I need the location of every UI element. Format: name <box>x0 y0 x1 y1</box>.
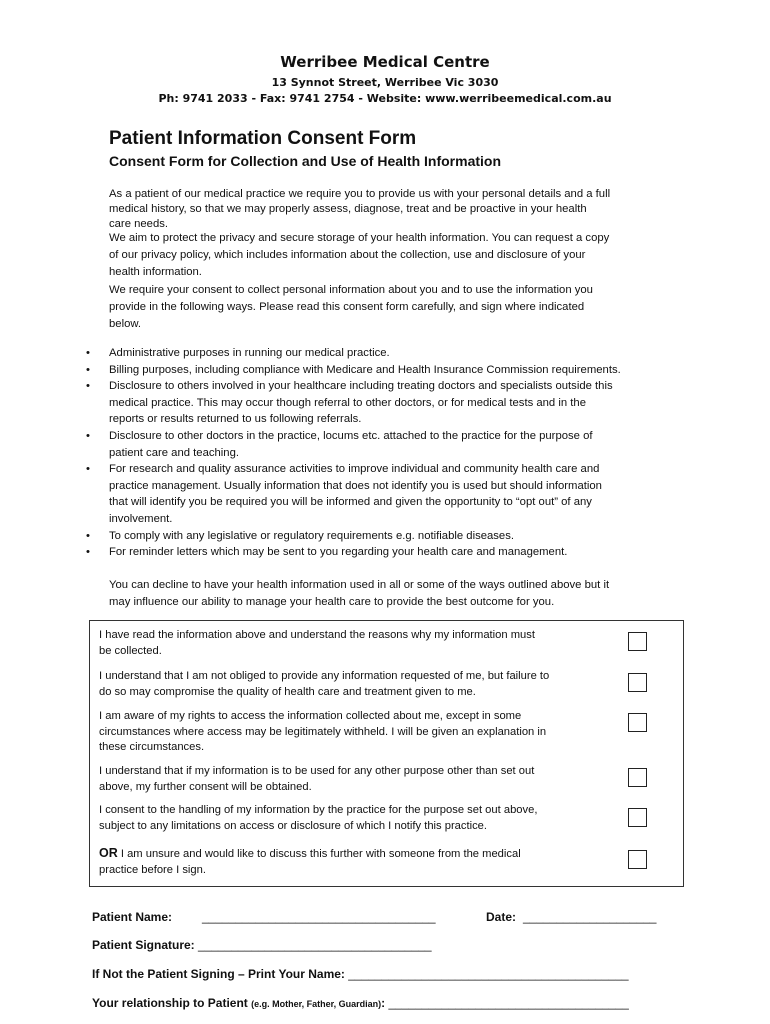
patient-signature-field[interactable]: ___________________________________ <box>198 938 432 952</box>
clinic-contact: Ph: 9741 2033 - Fax: 9741 2754 - Website: www.werribeemedical.com.au <box>158 92 612 105</box>
form-subtitle: Consent Form for Collection and Use of Health Information <box>109 153 502 169</box>
list-item: • Disclosure to others involved in your healthcare including treating doctors and specialists outside this medical practice. This may occur though referral to other doctors, or for medical tests and in the reports or results returned to us following referrals. <box>86 380 613 426</box>
patient-signature-label: Patient Signature: <box>92 938 199 952</box>
intro-line: below. <box>109 318 142 331</box>
intro-line: care needs. <box>109 217 169 230</box>
intro-paragraph <box>109 186 610 333</box>
guardian-name-field[interactable]: __________________________________________ <box>348 967 629 981</box>
consent-checkbox[interactable] <box>628 713 647 732</box>
clinic-name: Werribee Medical Centre <box>280 53 490 71</box>
consent-statement: I understand that I am not obliged to provide any information requested of me, but failure to do so may compromise the quality of health care and treatment given to me. <box>99 670 550 698</box>
relationship-row <box>92 996 629 1010</box>
intro-line: We aim to protect the privacy and secure storage of your health information. You can request a copy <box>109 231 610 244</box>
or-label: OR <box>99 846 118 860</box>
relationship-field[interactable]: ____________________________________ <box>388 996 629 1010</box>
intro-line: medical history, so that we may properly assess, diagnose, treat and be proactive in your health <box>109 202 587 215</box>
patient-signature-row <box>92 938 432 952</box>
relationship-colon: : <box>381 996 389 1010</box>
decline-line: may influence our ability to manage your health care to provide the best outcome for you. <box>109 596 555 608</box>
or-checkbox[interactable] <box>628 850 647 869</box>
intro-line: provide in the following ways. Please read this consent form carefully, and sign where indicated <box>109 301 585 314</box>
list-item: • For reminder letters which may be sent to you regarding your health care and management. <box>86 546 568 559</box>
intro-line: As a patient of our medical practice we require you to provide us with your personal details and a full <box>109 188 611 200</box>
or-option-statement: OR I am unsure and would like to discuss this further with someone from the medical practice before I sign. <box>99 846 521 876</box>
consent-statement: I have read the information above and understand the reasons why my information must be collected. <box>99 629 535 657</box>
intro-line: health information. <box>109 266 202 279</box>
relationship-label: Your relationship to Patient <box>92 996 252 1010</box>
list-item: • Billing purposes, including compliance with Medicare and Health Insurance Commission requirements. <box>86 363 621 376</box>
relationship-hint: (e.g. Mother, Father, Guardian) <box>251 999 382 1009</box>
consent-statement: I consent to the handling of my information by the practice for the purpose set out above, subject to any limitations on access or disclosure of which I notify this practice. <box>99 804 538 832</box>
decline-note <box>109 577 609 611</box>
patient-name-field[interactable]: ___________________________________ <box>202 910 436 924</box>
purpose-list <box>86 345 621 561</box>
consent-checkbox[interactable] <box>628 808 647 827</box>
date-label: Date: <box>486 910 517 924</box>
list-item: • Disclosure to other doctors in the practice, locums etc. attached to the practice for the purpose of patient care and teaching. <box>86 429 593 459</box>
consent-box <box>89 620 684 887</box>
list-item: • For research and quality assurance activities to improve individual and community health care and practice management. Usually information that does not identify you is used but should information that will identify you be required you will be informed and given the opportunity to “opt out” of any involvement. <box>86 463 602 525</box>
list-item: • Administrative purposes in running our medical practice. <box>86 347 390 359</box>
list-item: • To comply with any legislative or regulatory requirements e.g. notifiable diseases. <box>86 529 515 542</box>
intro-line: We require your consent to collect personal information about you and to use the information you <box>109 283 593 296</box>
clinic-address: 13 Synnot Street, Werribee Vic 3030 <box>271 76 499 89</box>
patient-name-label: Patient Name: <box>92 910 173 924</box>
intro-line: of our privacy policy, which includes information about the collection, use and disclosure of your <box>109 249 586 262</box>
consent-checkbox[interactable] <box>628 768 647 787</box>
consent-checkbox[interactable] <box>628 673 647 692</box>
consent-statement: I understand that if my information is to be used for any other purpose other than set out above, my further consent will be obtained. <box>99 765 535 793</box>
guardian-name-row <box>92 967 629 981</box>
form-title: Patient Information Consent Form <box>109 128 417 149</box>
consent-statement: I am aware of my rights to access the information collected about me, except in some circumstances where access may be legitimately withheld. I will be given an explanation in these circumstances. <box>99 710 547 753</box>
guardian-name-label: If Not the Patient Signing – Print Your Name: <box>92 967 349 981</box>
date-field[interactable]: ____________________ <box>523 910 657 924</box>
consent-checkbox[interactable] <box>628 632 647 651</box>
decline-line: You can decline to have your health information used in all or some of the ways outlined above but it <box>109 579 610 591</box>
